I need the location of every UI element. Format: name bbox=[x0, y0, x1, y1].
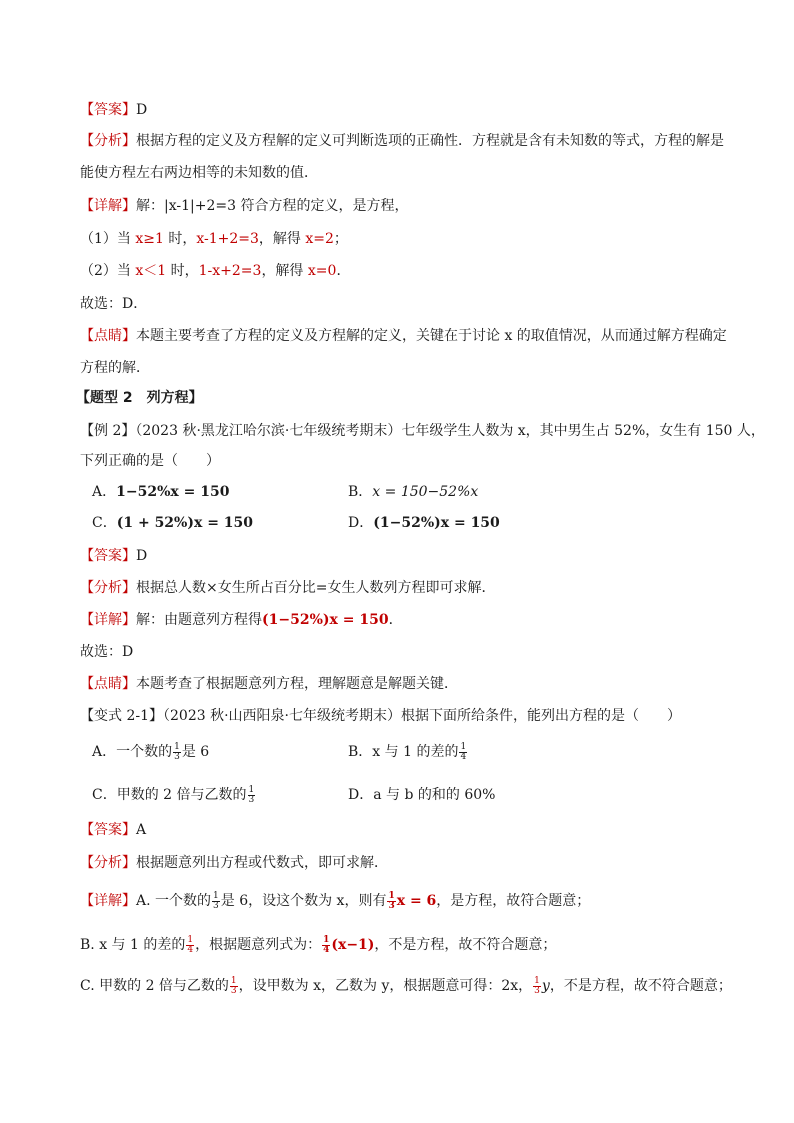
option-c bbox=[92, 513, 253, 533]
detail-line bbox=[80, 610, 722, 630]
fraction-denominator: 3 bbox=[230, 985, 237, 996]
option-label: D． bbox=[348, 515, 374, 531]
case-text: ，解得 bbox=[261, 263, 308, 279]
variable: y bbox=[541, 978, 550, 994]
detail-text: ，是方程，故符合题意； bbox=[436, 893, 591, 909]
answer-value: A bbox=[136, 822, 147, 838]
example-question bbox=[80, 421, 765, 441]
answer-tag: 【答案】 bbox=[80, 102, 136, 118]
case-math: x=2 bbox=[305, 231, 334, 247]
option-label: B． bbox=[348, 744, 373, 760]
variant-option-b bbox=[348, 742, 468, 762]
choose-text: 故选：D bbox=[80, 644, 134, 660]
detail-line-a bbox=[80, 891, 722, 911]
analysis-tag: 【分析】 bbox=[80, 855, 136, 871]
answer-line bbox=[80, 546, 722, 566]
example-prefix: 【例 2】 bbox=[80, 423, 136, 439]
comment-tag: 【点睛】 bbox=[80, 676, 136, 692]
choose-line bbox=[80, 642, 722, 662]
detail-text: 解：由题意列方程得 bbox=[136, 612, 262, 628]
example-text: （2023 秋·黑龙江哈尔滨·七年级统考期末）七年级学生人数为 x，其中男生占 52%，女生有 150 人， bbox=[135, 423, 765, 439]
fraction-denominator: 3 bbox=[174, 751, 180, 762]
option-text: 一个数的 bbox=[116, 744, 173, 760]
detail-text: 解：|x-1|+2=3 符合方程的定义，是方程， bbox=[136, 198, 409, 214]
fraction-numerator: 1 bbox=[230, 975, 237, 986]
comment-text: 本题考查了根据题意列方程，理解题意是解题关键． bbox=[136, 676, 458, 692]
option-label: A． bbox=[92, 484, 117, 500]
fraction bbox=[186, 936, 194, 955]
analysis-tag: 【分析】 bbox=[80, 580, 136, 596]
detail-expr bbox=[386, 890, 437, 911]
case-text: ； bbox=[333, 231, 348, 247]
fraction bbox=[533, 977, 541, 996]
case-math: x＜1 bbox=[135, 263, 167, 279]
case-math: 1-x+2=3 bbox=[198, 263, 262, 279]
fraction bbox=[173, 743, 181, 762]
option-label: D． bbox=[348, 787, 374, 803]
example-text-cont: 下列正确的是（ ） bbox=[80, 453, 220, 469]
option-label: B． bbox=[348, 484, 373, 500]
option-expr: (1−52%)x = 150 bbox=[373, 515, 500, 531]
detail-line-b bbox=[80, 935, 722, 955]
case-math: x≥1 bbox=[135, 231, 164, 247]
fraction bbox=[459, 743, 467, 762]
detail-text: ，不是方程，故不符合题意； bbox=[549, 978, 732, 994]
answer-line bbox=[80, 820, 722, 840]
detail-case-2 bbox=[80, 261, 722, 281]
option-expr: x = 150−52%x bbox=[372, 484, 479, 500]
comment-line-cont bbox=[80, 358, 722, 378]
analysis-text-cont: 能使方程左右两边相等的未知数的值． bbox=[80, 165, 318, 181]
option-d bbox=[348, 513, 500, 533]
detail-line-c bbox=[80, 975, 732, 996]
variant-option-c bbox=[92, 785, 256, 805]
answer-value: D bbox=[136, 548, 148, 564]
fraction bbox=[230, 977, 238, 996]
analysis-line bbox=[80, 131, 722, 151]
fraction-denominator: 3 bbox=[388, 900, 395, 911]
fraction-denominator: 3 bbox=[248, 794, 255, 805]
answer-value: D bbox=[136, 102, 148, 118]
fraction bbox=[322, 936, 330, 955]
variant-prefix: 【变式 2-1】 bbox=[80, 708, 163, 724]
fraction-numerator: 1 bbox=[323, 934, 330, 945]
option-label: C． bbox=[92, 787, 117, 803]
fraction bbox=[248, 786, 256, 805]
analysis-tag: 【分析】 bbox=[80, 133, 136, 149]
detail-text: B. x 与 1 的差的 bbox=[80, 937, 186, 953]
case-text: ． bbox=[336, 263, 351, 279]
option-expr: 1−52%x = 150 bbox=[116, 484, 230, 500]
answer-tag: 【答案】 bbox=[80, 548, 136, 564]
fraction-numerator: 1 bbox=[174, 741, 180, 752]
case-math: x=0 bbox=[307, 263, 337, 279]
answer-tag: 【答案】 bbox=[80, 822, 136, 838]
answer-line bbox=[80, 100, 722, 120]
comment-text: 本题主要考查了方程的定义及方程解的定义，关键在于讨论 x 的取值情况，从而通过解方程确定 bbox=[136, 328, 727, 344]
case-text: ，解得 bbox=[258, 231, 306, 247]
fraction-denominator: 4 bbox=[187, 944, 194, 955]
fraction-numerator: 1 bbox=[460, 741, 467, 752]
variant-option-d bbox=[348, 785, 495, 805]
fraction-numerator: 1 bbox=[388, 890, 395, 901]
detail-text: C. 甲数的 2 倍与乙数的 bbox=[80, 978, 229, 994]
detail-tag: 【详解】 bbox=[80, 198, 136, 214]
option-label: C． bbox=[92, 515, 117, 531]
fraction-denominator: 3 bbox=[534, 985, 540, 996]
analysis-text: 根据方程的定义及方程解的定义可判断选项的正确性．方程就是含有未知数的等式，方程的解是 bbox=[136, 133, 724, 149]
fraction-denominator: 4 bbox=[323, 944, 330, 955]
detail-expr bbox=[321, 934, 375, 955]
analysis-line bbox=[80, 853, 722, 873]
expr-text: (x−1) bbox=[331, 937, 375, 953]
comment-line bbox=[80, 674, 722, 694]
section-heading: 【题型 2 列方程】 bbox=[76, 390, 203, 406]
case-text: 时， bbox=[166, 263, 199, 279]
detail-end: ． bbox=[388, 612, 403, 628]
analysis-line bbox=[80, 578, 722, 598]
analysis-text: 根据总人数×女生所占百分比=女生人数列方程即可求解． bbox=[136, 580, 496, 596]
option-a bbox=[92, 482, 229, 502]
option-label: A． bbox=[92, 744, 117, 760]
comment-line bbox=[80, 326, 727, 346]
variant-question bbox=[80, 706, 722, 726]
detail-text: A. 一个数的 bbox=[136, 893, 212, 909]
detail-text: 是 6，设这个数为 x，则有 bbox=[220, 893, 387, 909]
expr-text: x = 6 bbox=[396, 893, 437, 909]
detail-text: ，设甲数为 x，乙数为 y，根据题意可得：2x， bbox=[238, 978, 533, 994]
detail-text: ，根据题意列式为： bbox=[195, 937, 322, 953]
fraction bbox=[387, 892, 395, 911]
example-question-cont bbox=[80, 451, 722, 471]
detail-expr: (1−52%)x = 150 bbox=[262, 612, 389, 628]
fraction-denominator: 3 bbox=[213, 900, 219, 911]
fraction bbox=[212, 892, 220, 911]
option-expr: (1 + 52%)x = 150 bbox=[116, 515, 254, 531]
analysis-text: 根据题意列出方程或代数式，即可求解． bbox=[136, 855, 388, 871]
option-b bbox=[348, 482, 478, 502]
case-math: x-1+2=3 bbox=[196, 231, 259, 247]
variant-option-a bbox=[92, 742, 209, 762]
fraction-denominator: 4 bbox=[460, 751, 467, 762]
fraction-numerator: 1 bbox=[187, 934, 194, 945]
case-text: （1）当 bbox=[80, 231, 136, 247]
detail-tag: 【详解】 bbox=[80, 612, 136, 628]
detail-line bbox=[80, 196, 722, 216]
detail-text: ，不是方程，故不符合题意； bbox=[374, 937, 557, 953]
detail-tag: 【详解】 bbox=[80, 893, 136, 909]
option-text: 是 6 bbox=[181, 744, 210, 760]
fraction-numerator: 1 bbox=[213, 890, 219, 901]
choose-text: 故选：D． bbox=[80, 296, 148, 312]
comment-text-cont: 方程的解． bbox=[80, 360, 150, 376]
option-text: a 与 b 的和的 60% bbox=[373, 787, 496, 803]
analysis-line-cont bbox=[80, 163, 722, 183]
case-text: （2）当 bbox=[80, 263, 136, 279]
fraction-numerator: 1 bbox=[534, 975, 540, 986]
option-text: x 与 1 的差的 bbox=[372, 744, 459, 760]
comment-tag: 【点睛】 bbox=[80, 328, 136, 344]
variant-text: （2023 秋·山西阳泉·七年级统考期末）根据下面所给条件，能列出方程的是（ ） bbox=[163, 708, 681, 724]
option-text: 甲数的 2 倍与乙数的 bbox=[116, 787, 247, 803]
choose-line bbox=[80, 294, 722, 314]
case-text: 时， bbox=[163, 231, 197, 247]
fraction-numerator: 1 bbox=[248, 784, 255, 795]
detail-case-1 bbox=[80, 229, 722, 249]
